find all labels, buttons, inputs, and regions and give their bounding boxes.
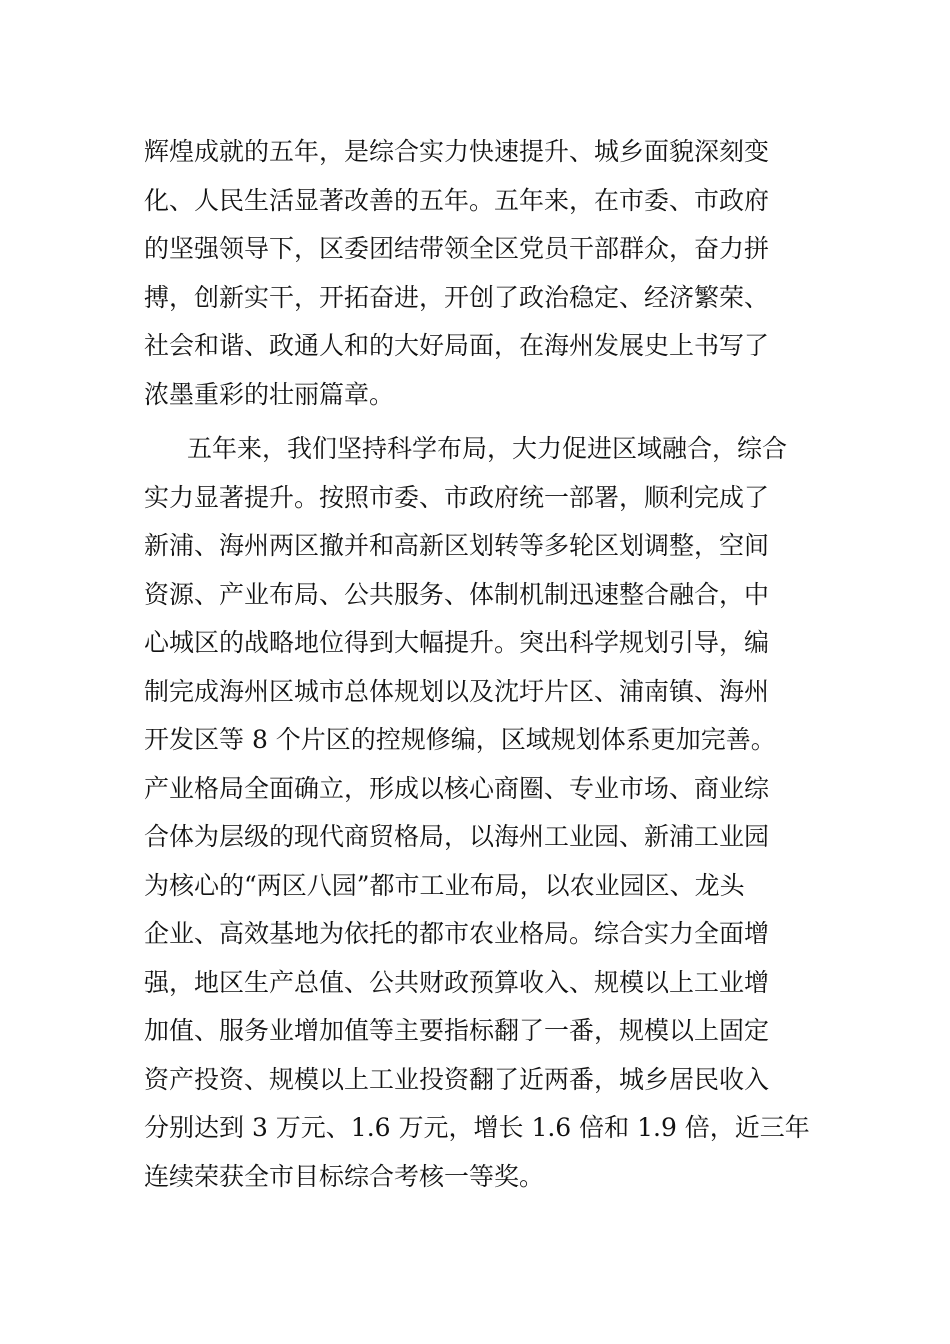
paragraph-line: 开发区等 8 个片区的控规修编，区域规划体系更加完善。 — [144, 725, 776, 754]
paragraph-line: 强，地区生产总值、公共财政预算收入、规模以上工业增 — [144, 967, 770, 997]
paragraph-line: 社会和谐、政通人和的大好局面，在海州发展史上书写了 — [144, 331, 770, 360]
paragraph-line: 新浦、海州两区撤并和高新区划转等多轮区划调整，空间 — [144, 531, 770, 560]
paragraph-line: 合体为层级的现代商贸格局，以海州工业园、新浦工业园 — [144, 822, 770, 851]
paragraph-line: 分别达到 3 万元、1.6 万元，增长 1.6 倍和 1.9 倍，近三年 — [144, 1113, 810, 1142]
paragraph-line: 搏，创新实干，开拓奋进，开创了政治稳定、经济繁荣、 — [144, 282, 770, 312]
paragraph-line: 五年来，我们坚持科学布局，大力促进区域融合，综合 — [187, 434, 788, 463]
paragraph-line: 辉煌成就的五年，是综合实力快速提升、城乡面貌深刻变 — [144, 137, 770, 166]
paragraph-1 — [144, 128, 816, 419]
paragraph-line: 浓墨重彩的壮丽篇章。 — [144, 379, 395, 409]
paragraph-line: 心城区的战略地位得到大幅提升。突出科学规划引导，编 — [144, 628, 770, 657]
paragraph-line: 实力显著提升。按照市委、市政府统一部署，顺利完成了 — [144, 482, 770, 512]
paragraph-line: 加值、服务业增加值等主要指标翻了一番，规模以上固定 — [144, 1016, 770, 1045]
paragraph-line: 企业、高效基地为依托的都市农业格局。综合实力全面增 — [144, 919, 770, 948]
paragraph-line: 资源、产业布局、公共服务、体制机制迅速整合融合，中 — [144, 579, 770, 609]
paragraph-line: 的坚强领导下，区委团结带领全区党员干部群众，奋力拼 — [144, 234, 770, 263]
paragraph-line: 化、人民生活显著改善的五年。五年来，在市委、市政府 — [144, 185, 770, 215]
paragraph-line: 连续荣获全市目标综合考核一等奖。 — [144, 1161, 545, 1191]
paragraph-line: 为核心的“两区八园”都市工业布局，以农业园区、龙头 — [144, 870, 745, 900]
paragraph-line: 制完成海州区城市总体规划以及沈圩片区、浦南镇、海州 — [144, 676, 770, 706]
paragraph-line: 产业格局全面确立，形成以核心商圈、专业市场、商业综 — [144, 773, 770, 803]
paragraph-line: 资产投资、规模以上工业投资翻了近两番，城乡居民收入 — [144, 1064, 770, 1094]
paragraph-2 — [144, 425, 816, 1201]
